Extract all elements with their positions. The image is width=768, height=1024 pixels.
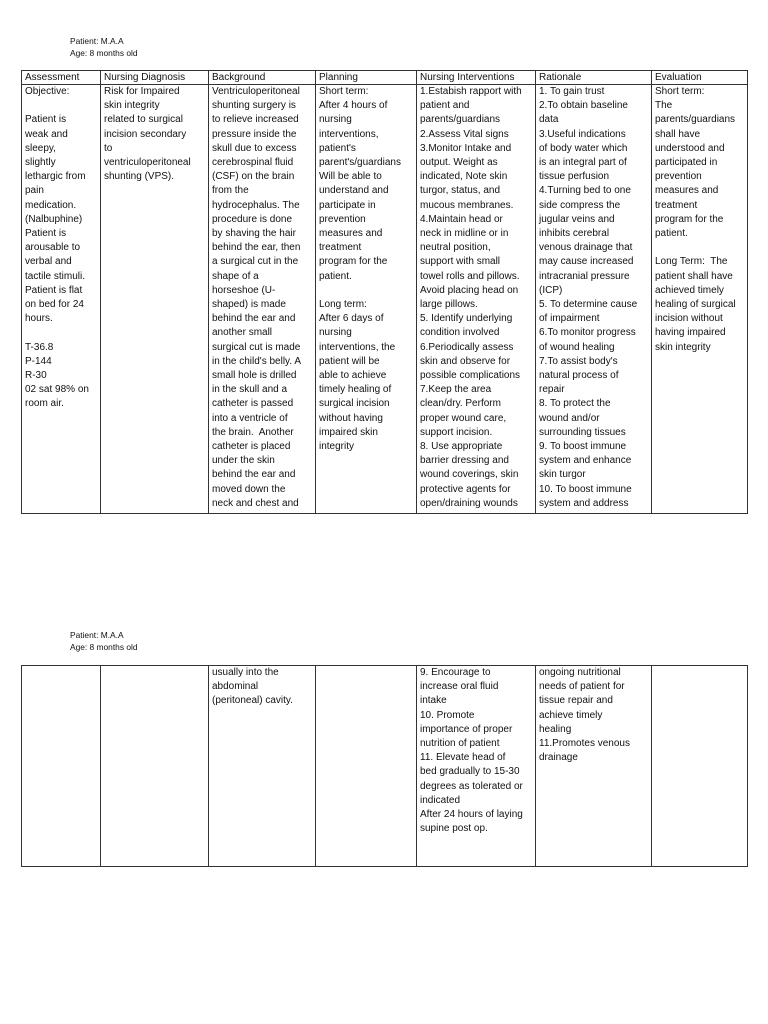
column-header-assessment: Assessment: [22, 71, 101, 85]
column-header-evaluation: Evaluation: [652, 71, 748, 85]
column-header-rationale: Rationale: [536, 71, 652, 85]
patient-age: Age: 8 months old: [70, 642, 138, 652]
assessment-cell: Objective: Patient is weak and sleepy, slightly lethargic from pain medication. (Nalbuphine) Patient is arousable to verbal and tactile stimuli. Patient is flat on bed for 24 hours. T-36.8 P-144 R-30 02 sat 98% on room air.: [22, 85, 101, 514]
rationale-cell: 1. To gain trust 2.To obtain baseline data 3.Useful indications of body water which is an integral part of tissue perfusion 4.Turning bed to one side compress the jugular veins and inhibits cerebral venous drainage that may cause increased intracranial pressure (ICP) 5. To determine cause of impairment 6.To monitor progress of wound healing 7.To assist body's natural process of repair 8. To protect the wound and/or surrounding tissues 9. To boost immune system and enhance skin turgor 10. To boost immune system and address: [536, 85, 652, 514]
nursing-care-plan-table: [21, 70, 748, 514]
evaluation-cell: [652, 666, 748, 867]
patient-age: Age: 8 months old: [70, 48, 138, 58]
rationale-cell: ongoing nutritional needs of patient for tissue repair and achieve timely healing 11.Promotes venous drainage: [536, 666, 652, 867]
nursing-diagnosis-cell: Risk for Impaired skin integrity related to surgical incision secondary to ventriculoperitoneal shunting (VPS).: [101, 85, 209, 514]
table-row: [22, 85, 748, 514]
column-header-planning: Planning: [316, 71, 417, 85]
assessment-cell: [22, 666, 101, 867]
table-header-row: [22, 71, 748, 85]
nursing-diagnosis-cell: [101, 666, 209, 867]
background-cell: Ventriculoperitoneal shunting surgery is to relieve increased pressure inside the skull due to excess cerebrospinal fluid (CSF) on the brain from the hydrocephalus. The procedure is done by shaving the hair behind the ear, then a surgical cut in the shape of a horseshoe (U- shaped) is made behind the ear and another small surgical cut is made in the child's belly. A small hole is drilled in the skull and a catheter is passed into a ventricle of the brain. Another catheter is placed under the skin behind the ear and moved down the neck and chest and: [209, 85, 316, 514]
patient-header-page-2: [70, 629, 138, 653]
table-row: [22, 666, 748, 867]
planning-cell: Short term: After 4 hours of nursing interventions, patient's parent's/guardians Will be able to understand and participate in prevention measures and treatment program for the patient. Long term: After 6 days of nursing interventions, the patient will be able to achieve timely healing of surgical incision without having impaired skin integrity: [316, 85, 417, 514]
nursing-care-plan-table-continued: [21, 665, 748, 867]
nursing-interventions-cell: 1.Estabish rapport with patient and parents/guardians 2.Assess Vital signs 3.Monitor Intake and output. Weight as indicated, Note skin turgor, status, and mucous membranes. 4.Maintain head or neck in midline or in neutral position, support with small towel rolls and pillows. Avoid placing head on large pillows. 5. Identify underlying condition involved 6.Periodically assess skin and observe for possible complications 7.Keep the area clean/dry. Perform proper wound care, support incision. 8. Use appropriate barrier dressing and wound coverings, skin protective agents for open/draining wounds: [417, 85, 536, 514]
column-header-background: Background: [209, 71, 316, 85]
nursing-interventions-cell: 9. Encourage to increase oral fluid intake 10. Promote importance of proper nutrition of patient 11. Elevate head of bed gradually to 15-30 degrees as tolerated or indicated After 24 hours of laying supine post op.: [417, 666, 536, 867]
background-cell: usually into the abdominal (peritoneal) cavity.: [209, 666, 316, 867]
column-header-nursing-interventions: Nursing Interventions: [417, 71, 536, 85]
patient-name: Patient: M.A.A: [70, 36, 124, 46]
patient-header: [70, 35, 138, 59]
column-header-nursing-diagnosis: Nursing Diagnosis: [101, 71, 209, 85]
patient-name: Patient: M.A.A: [70, 630, 124, 640]
evaluation-cell: Short term: The parents/guardians shall have understood and participated in prevention measures and treatment program for the patient. Long Term: The patient shall have achieved timely healing of surgical incision without having impaired skin integrity: [652, 85, 748, 514]
planning-cell: [316, 666, 417, 867]
